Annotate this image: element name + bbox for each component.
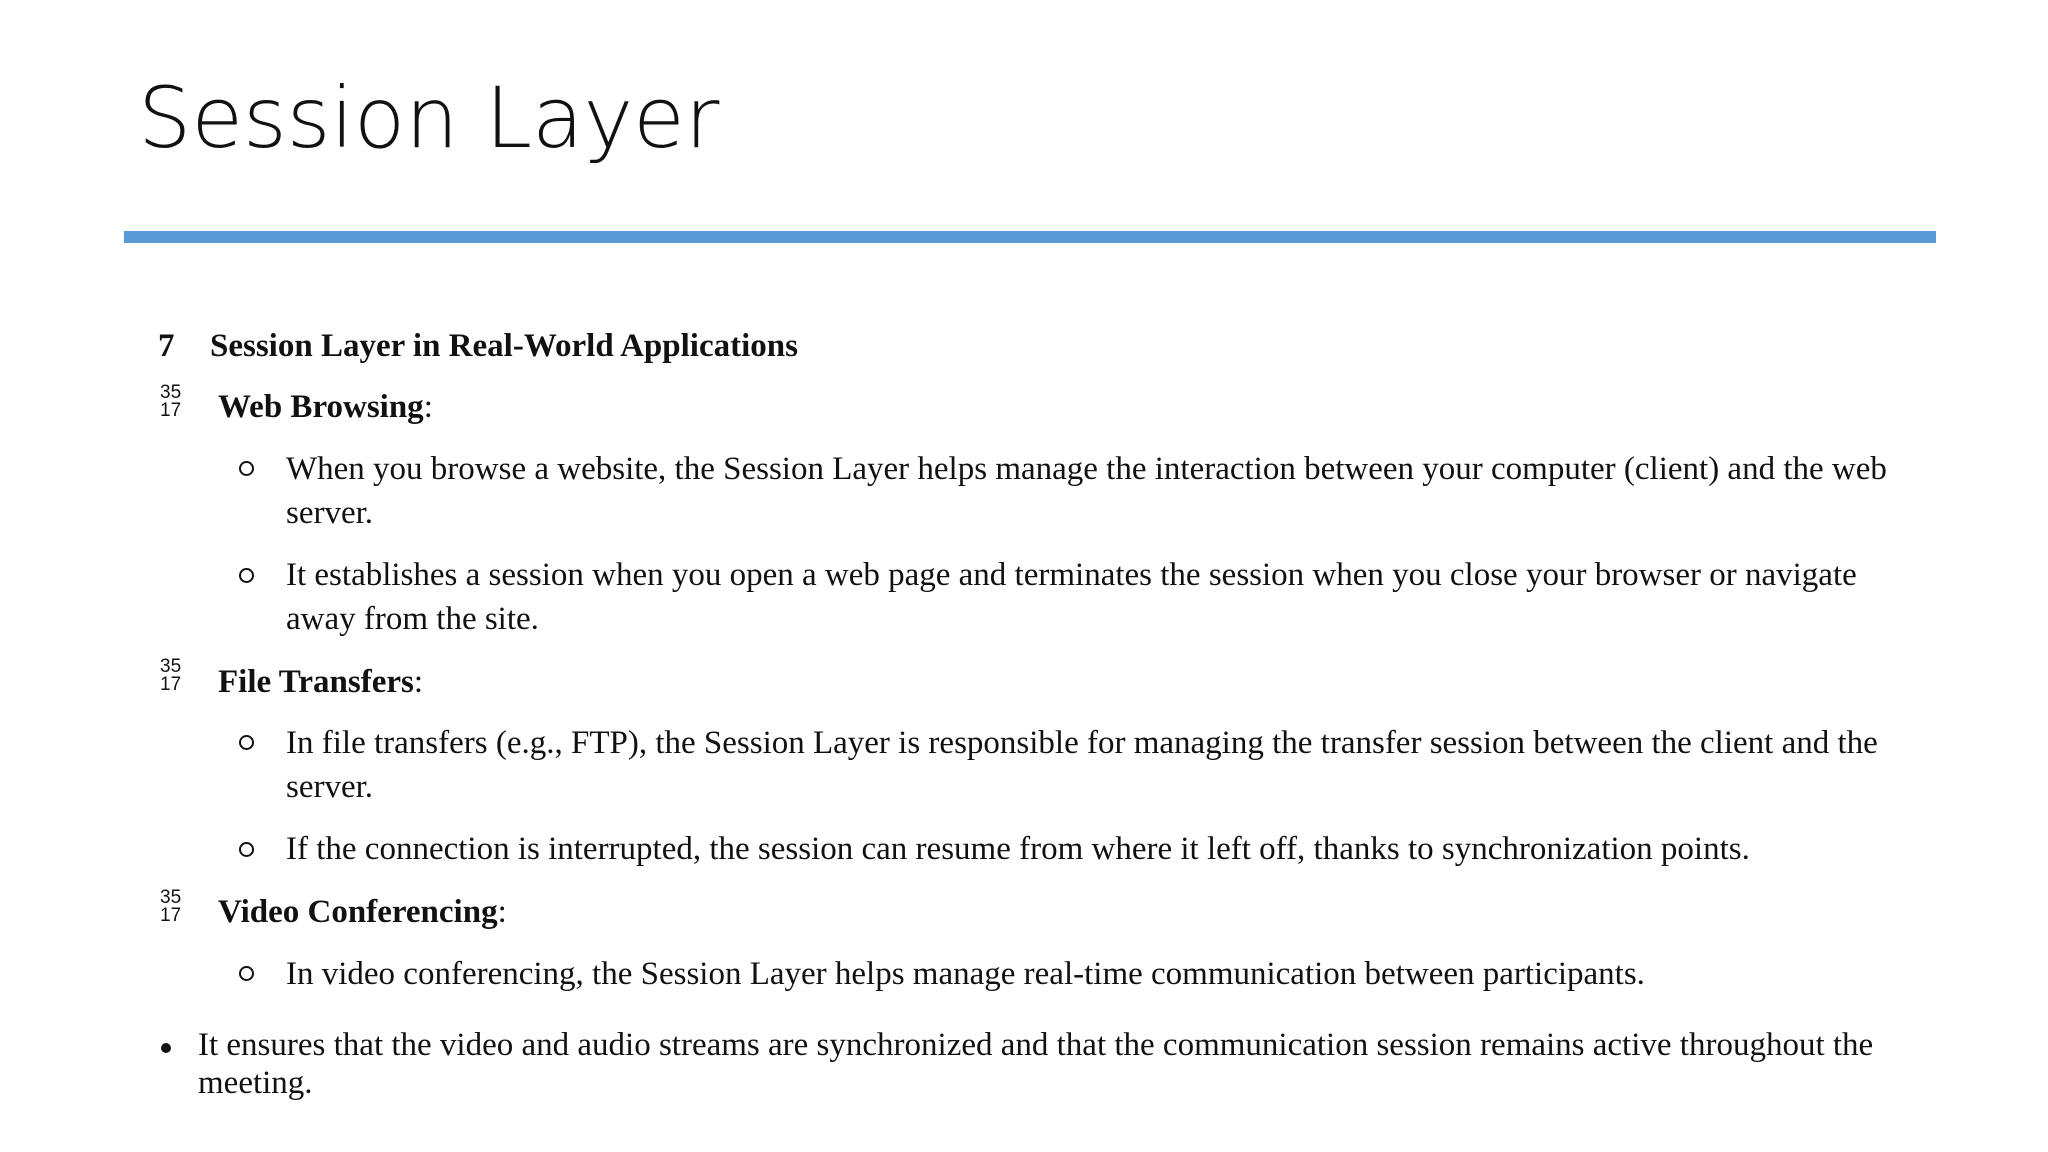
list-item: If the connection is interrupted, the session can resume from where it left off, thanks to synchronization points. — [286, 831, 1750, 867]
topic-marker — [160, 889, 188, 925]
section-heading: Session Layer in Real-World Applications — [210, 328, 798, 364]
circle-bullet — [239, 568, 254, 583]
circle-bullet — [239, 735, 254, 750]
circle-bullet — [239, 966, 254, 981]
topic-marker-bottom: 17 — [160, 905, 182, 926]
topic-heading-file-transfers — [218, 660, 423, 704]
topic-title: File Transfers — [218, 664, 414, 700]
section-number: 7 — [158, 328, 175, 364]
topic-marker-top: 35 — [160, 887, 182, 908]
topic-marker-bottom: 17 — [160, 400, 182, 421]
list-item: In video conferencing, the Session Layer helps manage real-time communication between participants. — [286, 956, 1645, 992]
topic-heading-video-conferencing — [218, 890, 507, 934]
topic-title: Video Conferencing — [218, 894, 498, 930]
list-item: When you browse a website, the Session Layer helps manage the interaction between your computer (client) and the web server. — [286, 451, 1887, 531]
topic-suffix: : — [497, 894, 507, 930]
topic-suffix: : — [413, 664, 423, 700]
topic-marker — [160, 658, 188, 694]
dot-bullet — [161, 1043, 171, 1053]
slide-title: Session Layer — [138, 69, 720, 167]
circle-bullet — [239, 461, 254, 476]
topic-marker-top: 35 — [160, 656, 182, 677]
circle-bullet — [239, 842, 254, 857]
topic-marker-top: 35 — [160, 382, 182, 403]
topic-marker — [160, 384, 188, 420]
topic-suffix: : — [423, 389, 433, 425]
topic-title: Web Browsing — [218, 389, 424, 425]
closing-bullet-text: It ensures that the video and audio streams are synchronized and that the communication session remains active throughout the meeting. — [198, 1027, 1874, 1101]
topic-heading-web-browsing — [218, 385, 433, 429]
topic-marker-bottom: 17 — [160, 674, 182, 695]
list-item: It establishes a session when you open a web page and terminates the session when you close your browser or navigate away from the site. — [286, 557, 1857, 637]
list-item: In file transfers (e.g., FTP), the Session Layer is responsible for managing the transfer session between the client and the server. — [286, 725, 1878, 805]
